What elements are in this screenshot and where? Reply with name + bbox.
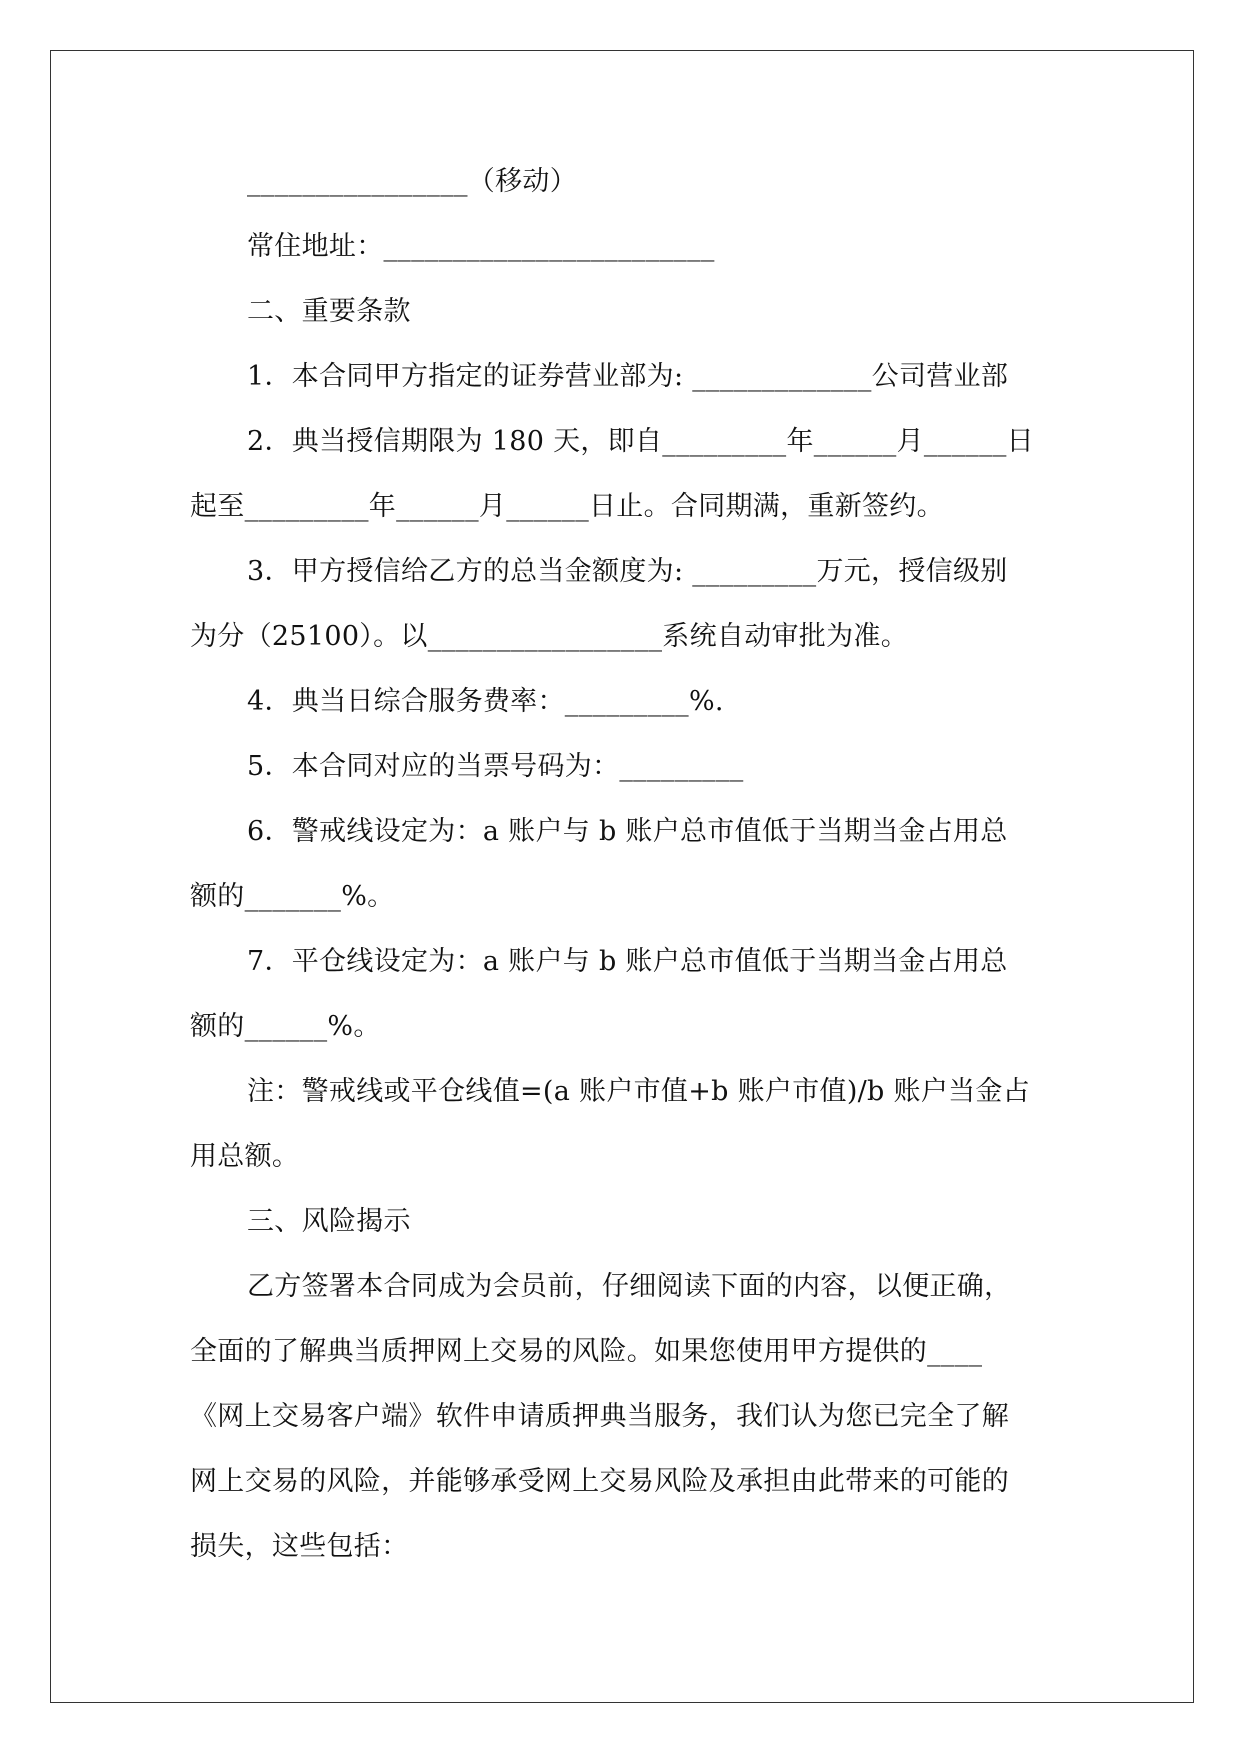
risk-paragraph-line-5: 损失，这些包括： xyxy=(190,1531,409,1562)
risk-paragraph-line-1: 乙方签署本合同成为会员前，仔细阅读下面的内容，以便正确， xyxy=(247,1271,1012,1302)
residence-address-line: 常住地址：________________________ xyxy=(247,231,715,262)
mobile-phone-line: ________________（移动） xyxy=(247,166,577,197)
risk-paragraph-line-3: 《网上交易客户端》软件申请质押典当服务，我们认为您已完全了解 xyxy=(190,1401,1009,1432)
clause-6: 6．警戒线设定为：a 账户与 b 账户总市值低于当期当金占用总 xyxy=(247,816,1008,847)
risk-paragraph-line-4: 网上交易的风险，并能够承受网上交易风险及承担由此带来的可能的 xyxy=(190,1466,1009,1497)
clause-3-continued: 为分（25100）。以_________________系统自动审批为准。 xyxy=(190,621,908,652)
risk-paragraph-line-2: 全面的了解典当质押网上交易的风险。如果您使用甲方提供的____ xyxy=(190,1336,983,1367)
clause-6-continued: 额的_______%。 xyxy=(190,881,395,912)
section-heading-important-terms: 二、重要条款 xyxy=(247,296,411,327)
clause-1: 1．本合同甲方指定的证券营业部为: _____________公司营业部 xyxy=(247,361,1009,392)
clause-7-continued: 额的______%。 xyxy=(190,1011,381,1042)
clause-4: 4．典当日综合服务费率：_________%. xyxy=(247,686,724,717)
clause-7: 7．平仓线设定为：a 账户与 b 账户总市值低于当期当金占用总 xyxy=(247,946,1008,977)
clause-5: 5．本合同对应的当票号码为：_________ xyxy=(247,751,744,782)
note-line: 注：警戒线或平仓线值=(a 账户市值+b 账户市值)/b 账户当金占 xyxy=(247,1076,1031,1107)
clause-2-continued: 起至_________年______月______日止。合同期满，重新签约。 xyxy=(190,491,944,522)
section-heading-risk-disclosure: 三、风险揭示 xyxy=(247,1206,411,1237)
clause-3: 3．甲方授信给乙方的总当金额度为: _________万元，授信级别 xyxy=(247,556,1008,587)
note-line-continued: 用总额。 xyxy=(190,1141,300,1172)
clause-2: 2．典当授信期限为 180 天，即自_________年______月______日 xyxy=(247,426,1034,457)
